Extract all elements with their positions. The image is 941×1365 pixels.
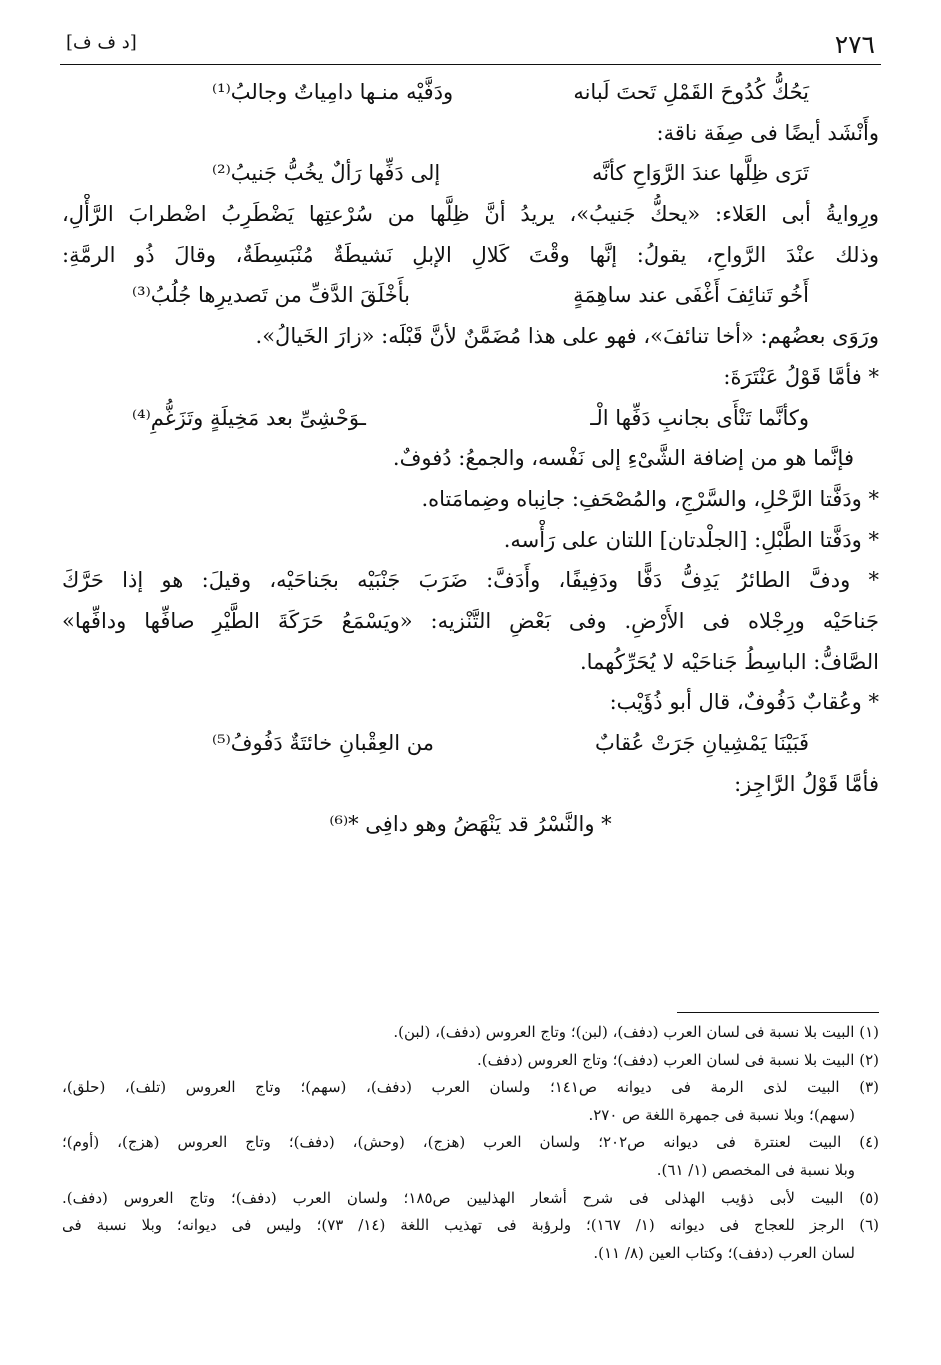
text-line: الصَّافُّ: الباسِطُ جَناحَيْه لا يُحَرِّكُهما.	[579, 649, 879, 674]
text-line: * فأمَّا قَوْلُ عَنْتَرَةَ:	[723, 364, 879, 389]
main-text	[62, 72, 879, 845]
footnote: (٤) البيت لعنترة فى ديوانه ص٢٠٢؛ ولسان العرب (هزج)، (وحش)، (دفف)؛ وتاج العروس (هزج)، (أوم)؛	[62, 1133, 879, 1152]
footnote-separator	[677, 1012, 879, 1013]
text-line: * ودَفَّتا الطَّبْلِ: [الجلْدتان] اللتان على رَأْسه.	[503, 527, 879, 552]
text-line: ورَوَى بعضُهم: «أخا تنائفَ»، فهو على هذا مُضَمَّنٌ لأنَّ قَبْلَه: «زارَ الخَيالُ».	[255, 324, 879, 349]
verse-hemistich-second: من العِقْبانِ خائتَةٌ دَفُوفُ⁽⁵⁾	[212, 731, 434, 755]
verse-line	[62, 398, 879, 439]
text-line: فأمَّا قَوْلُ الرَّاجِز:	[734, 771, 879, 796]
verse-line	[62, 153, 879, 194]
verse-hemistich-first: تَرَى ظِلَّها عندَ الرَّوَاحِ كأنَّه	[591, 161, 809, 186]
footnote: (٦) الرجز للعجاج فى ديوانه (١/ ١٦٧)؛ ولرؤبة فى تهذيب اللغة (١٤/ ٧٣)؛ وليس فى ديوانه؛ وبلا نسبة فى	[62, 1216, 879, 1235]
rajaz-line: * والنَّسْرُ قد يَنْهَضُ وهو دافِى *⁽⁶⁾	[329, 812, 612, 837]
text-line: جَناحَيْه ورِجْلاه فى الأَرْضِ. وفى بَعْضِ التَّنْزيه: «ويَسْمَعُ حَرَكَةَ الطَّيْرِ صافِّها ودافِّها»	[62, 608, 879, 633]
root-entry-label: [د ف ف]	[66, 32, 137, 53]
verse-hemistich-second: إلى دَفِّها رَألٌ يخُبُّ جَنيبُ⁽²⁾	[212, 161, 441, 186]
text-line: وأَنْشَد أيضًا فى صِفَة ناقة:	[656, 120, 879, 145]
footnote: (٣) البيت لذى الرمة فى ديوانه ص١٤١؛ ولسان العرب (دفف)، (سهم)؛ وتاج العروس (تلف)، (حلق)،	[62, 1078, 879, 1097]
verse-hemistich-first: وكأنَّما تَنْأَى بجانبِ دَفِّها الْـ	[590, 405, 809, 430]
verse-line	[62, 723, 879, 764]
footnote-continuation: لسان العرب (دفف)؛ وكتاب العين (٨/ ١١).	[593, 1243, 855, 1262]
page-header	[60, 28, 881, 65]
verse-line	[62, 275, 879, 316]
page-number: ٢٧٦	[834, 30, 875, 59]
footnote: (١) البيت بلا نسبة فى لسان العرب (دفف)، (لبن)؛ وتاج العروس (دفف)، (لبن).	[393, 1023, 879, 1041]
verse-hemistich-first: يَحُكُّ كُدُوحَ القَمْلِ تَحتَ لَبانه	[573, 80, 809, 104]
footnote-continuation: (سهم)؛ وبلا نسبة فى جمهرة اللغة ص ٢٧٠.	[588, 1105, 855, 1124]
text-line: وذلك عنْدَ الرَّواحِ، يقولُ: إنَّها وقْتَ كَلالِ الإبلِ نَشيطَةٌ مُنْبَسِطَةٌ، وقالَ ذُو الرمَّةِ:	[62, 242, 879, 267]
text-line: فإنَّما هو من إضافة الشَّىْءِ إلى نَفْسه، والجمعُ: دُفوفٌ.	[392, 446, 854, 471]
verse-hemistich-second: ـوَحْشِىِّ بعد مَخِيلَةٍ وتَزَغُّمِ⁽⁴⁾	[132, 405, 366, 430]
verse-line	[62, 72, 879, 113]
text-line: * ودفَّ الطائرُ يَدِفُّ دَفًّا ودَفِيفًا، وأَدَفَّ: ضَرَبَ جَنْبَيْه بجَناحَيْه، وقيلَ: هو إذا حَرَّكَ	[62, 568, 879, 593]
text-line: * وعُقابٌ دَفُوفٌ، قال أبو ذُؤَيْب:	[609, 690, 879, 715]
verse-hemistich-second: ودَفَّيْه منـها دامِياتٌ وجالبُ⁽¹⁾	[212, 80, 454, 104]
verse-hemistich-first: فَبَيْنَا يَمْشِيانِ جَرَتْ عُقابٌ	[594, 731, 809, 755]
text-line: * ودَفَّتا الرَّحْلِ، والسَّرْجِ، والمُصْحَفِ: جانِباه وضِمامَتاه.	[421, 486, 879, 511]
text-line: ورِوايةُ أبى العَلاء: «يحكُّ جَنيبُ»، يريدُ أنَّ ظِلَّها من سُرْعتِها يَضْطَرِبُ اضْطرابَ الرَّأْلِ،	[62, 202, 879, 227]
footnote: (٢) البيت بلا نسبة فى لسان العرب (دفف)؛ وتاج العروس (دفف).	[477, 1050, 879, 1069]
footnotes	[62, 1019, 879, 1267]
footnote-continuation: وبلا نسبة فى المخصص (١/ ٦١).	[656, 1160, 855, 1179]
footnote: (٥) البيت لأبى ذؤيب الهذلى فى شرح أشعار الهذليين ص١٨٥؛ ولسان العرب (دفف)؛ وتاج العروس (دفف).	[62, 1188, 879, 1207]
verse-hemistich-second: بأَخْلَقَ الدَّفِّ من تَصديرِها جُلُبُ⁽³⁾	[132, 283, 410, 308]
verse-hemistich-first: أَخُو تَنائِفَ أَغْفَى عند ساهِمَةٍ	[573, 283, 809, 308]
